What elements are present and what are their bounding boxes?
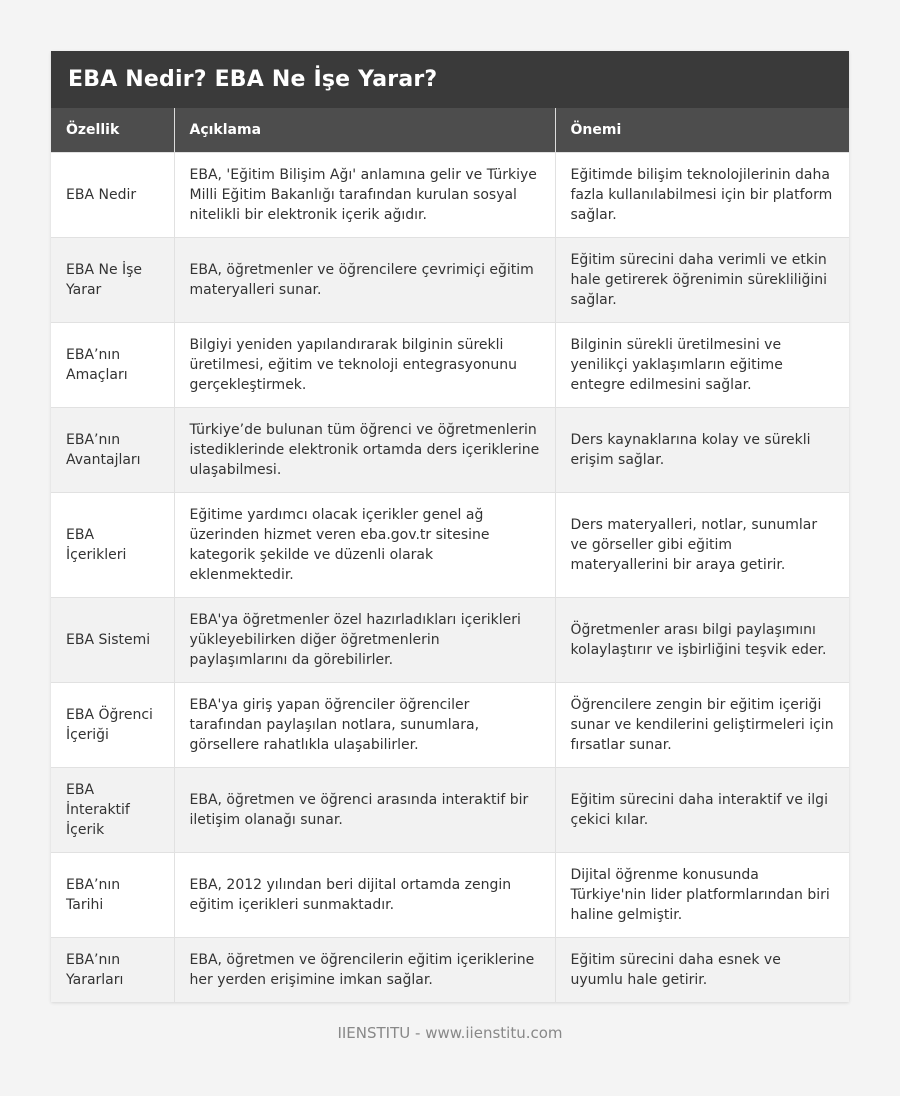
cell-feature: EBA Öğrenci İçeriği xyxy=(51,682,174,767)
table-row xyxy=(51,492,849,597)
cell-description: EBA'ya giriş yapan öğrenciler öğrenciler tarafından paylaşılan notlara, sunumlara, görsellere rahatlıkla ulaşabilirler. xyxy=(174,682,555,767)
cell-description: EBA, öğretmenler ve öğrencilere çevrimiçi eğitim materyalleri sunar. xyxy=(174,237,555,322)
cell-feature: EBA’nın Yararları xyxy=(51,937,174,1002)
info-table xyxy=(51,108,849,1002)
footer-credit: IIENSTITU - www.iienstitu.com xyxy=(337,1024,563,1042)
cell-importance: Ders kaynaklarına kolay ve sürekli erişim sağlar. xyxy=(555,407,849,492)
cell-feature: EBA İnteraktif İçerik xyxy=(51,767,174,852)
cell-description: EBA, öğretmen ve öğrenci arasında interaktif bir iletişim olanağı sunar. xyxy=(174,767,555,852)
cell-description: EBA, 'Eğitim Bilişim Ağı' anlamına gelir ve Türkiye Milli Eğitim Bakanlığı tarafından kurulan sosyal nitelikli bir elektronik içerik ağıdır. xyxy=(174,152,555,237)
cell-importance: Öğretmenler arası bilgi paylaşımını kolaylaştırır ve işbirliğini teşvik eder. xyxy=(555,597,849,682)
cell-importance: Eğitim sürecini daha interaktif ve ilgi çekici kılar. xyxy=(555,767,849,852)
table-row xyxy=(51,322,849,407)
header-feature: Özellik xyxy=(51,108,174,152)
cell-importance: Öğrencilere zengin bir eğitim içeriği sunar ve kendilerini geliştirmeleri için fırsatlar sunar. xyxy=(555,682,849,767)
cell-description: Türkiye’de bulunan tüm öğrenci ve öğretmenlerin istediklerinde elektronik ortamda ders içeriklerine ulaşabilmesi. xyxy=(174,407,555,492)
cell-description: EBA'ya öğretmenler özel hazırladıkları içerikleri yükleyebilirken diğer öğretmenlerin paylaşımlarını da görebilirler. xyxy=(174,597,555,682)
table-row xyxy=(51,152,849,237)
table-header-row xyxy=(51,108,849,152)
cell-description: EBA, 2012 yılından beri dijital ortamda zengin eğitim içerikleri sunmaktadır. xyxy=(174,852,555,937)
cell-feature: EBA İçerikleri xyxy=(51,492,174,597)
cell-importance: Eğitim sürecini daha esnek ve uyumlu hale getirir. xyxy=(555,937,849,1002)
cell-description: EBA, öğretmen ve öğrencilerin eğitim içeriklerine her yerden erişimine imkan sağlar. xyxy=(174,937,555,1002)
content-card xyxy=(51,51,849,1002)
table-row xyxy=(51,682,849,767)
cell-feature: EBA’nın Amaçları xyxy=(51,322,174,407)
header-importance: Önemi xyxy=(555,108,849,152)
table-row xyxy=(51,597,849,682)
cell-feature: EBA Sistemi xyxy=(51,597,174,682)
cell-feature: EBA’nın Tarihi xyxy=(51,852,174,937)
cell-importance: Eğitimde bilişim teknolojilerinin daha fazla kullanılabilmesi için bir platform sağlar. xyxy=(555,152,849,237)
cell-importance: Bilginin sürekli üretilmesini ve yenilikçi yaklaşımların eğitime entegre edilmesini sağlar. xyxy=(555,322,849,407)
page-title: EBA Nedir? EBA Ne İşe Yarar? xyxy=(51,51,849,108)
table-row xyxy=(51,937,849,1002)
cell-importance: Eğitim sürecini daha verimli ve etkin hale getirerek öğrenimin sürekliliğini sağlar. xyxy=(555,237,849,322)
cell-feature: EBA’nın Avantajları xyxy=(51,407,174,492)
cell-feature: EBA Ne İşe Yarar xyxy=(51,237,174,322)
cell-feature: EBA Nedir xyxy=(51,152,174,237)
header-description: Açıklama xyxy=(174,108,555,152)
table-row xyxy=(51,237,849,322)
cell-importance: Dijital öğrenme konusunda Türkiye'nin lider platformlarından biri haline gelmiştir. xyxy=(555,852,849,937)
cell-importance: Ders materyalleri, notlar, sunumlar ve görseller gibi eğitim materyallerini bir araya getirir. xyxy=(555,492,849,597)
table-row xyxy=(51,767,849,852)
cell-description: Eğitime yardımcı olacak içerikler genel ağ üzerinden hizmet veren eba.gov.tr sitesine kategorik şekilde ve düzenli olarak eklenmektedir. xyxy=(174,492,555,597)
table-row xyxy=(51,407,849,492)
cell-description: Bilgiyi yeniden yapılandırarak bilginin sürekli üretilmesi, eğitim ve teknoloji entegrasyonunu gerçekleştirmek. xyxy=(174,322,555,407)
table-row xyxy=(51,852,849,937)
